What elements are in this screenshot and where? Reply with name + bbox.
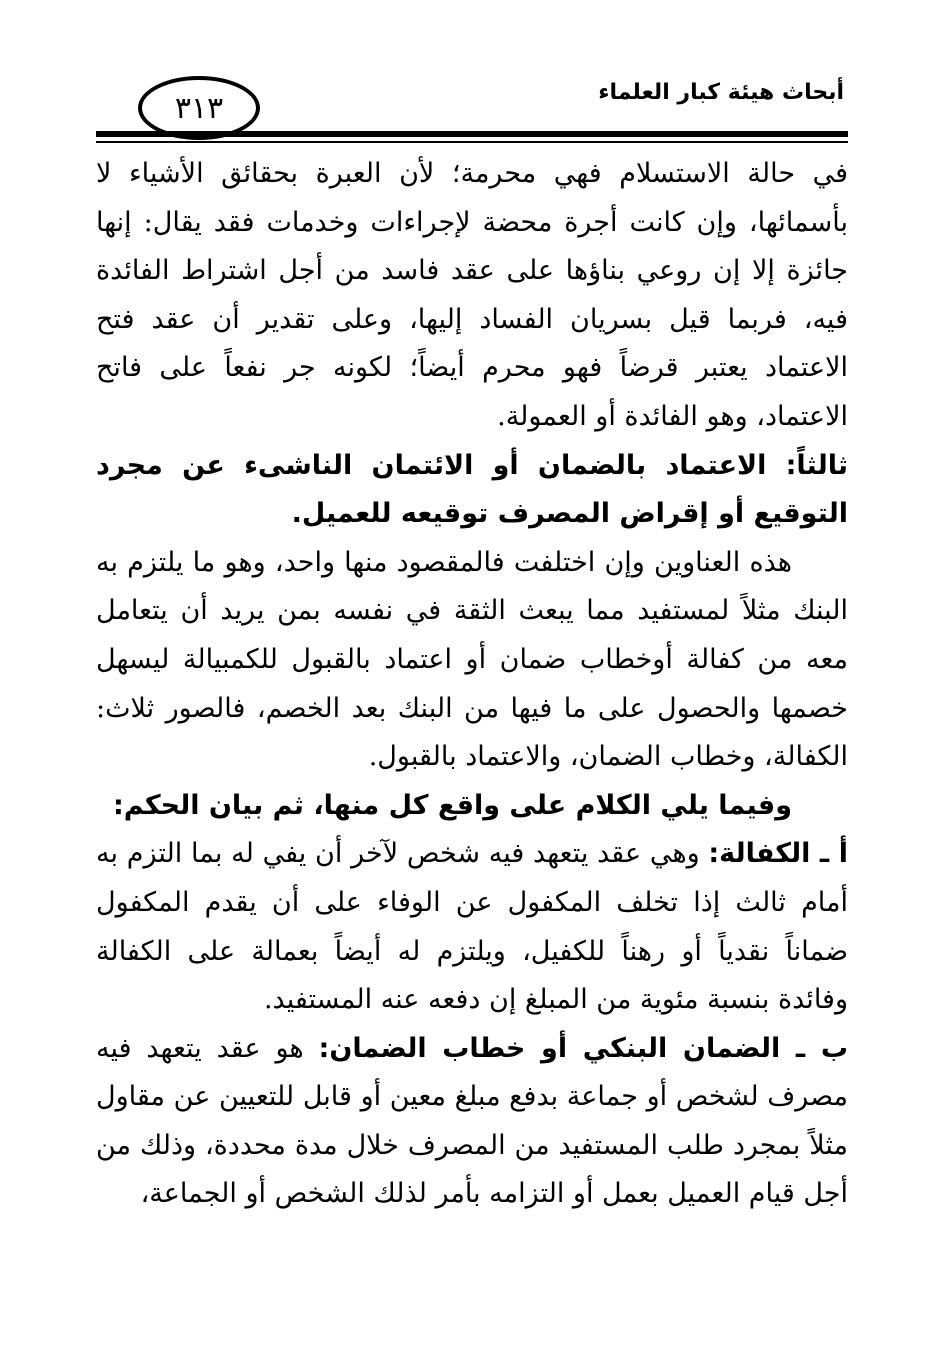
paragraph-3: هذه العناوين وإن اختلفت فالمقصود منها واحد، وهو ما يلتزم به البنك مثلاً لمستفيد مما يبعث الثقة في نفسه بمن يريد أن يتعامل معه من كفالة أوخطاب ضمان أو اعتماد بالقبول للكمبيالة ليسهل خصمها والحصول على ما فيها من البنك بعد الخصم، فالصور ثلاث: الكفالة، وخطاب الضمان، والاعتماد بالقبول. bbox=[96, 546, 848, 773]
bank-guarantee-label: ب ـ الضمان البنكي أو خطاب الضمان: bbox=[318, 1032, 848, 1064]
kafala-text: وهي عقد يتعهد فيه شخص لآخر أن يفي له بما التزم به أمام ثالث إذا تخلف المكفول عن الوفاء على أن يقدم المكفول ضماناً نقدياً أو رهناً للكفيل، ويلتزم له أيضاً بعمالة على الكفالة وفائدة بنسبة مئوية من المبلغ إن دفعه عنه المستفيد. bbox=[96, 838, 848, 1016]
paragraph-5 bbox=[96, 830, 848, 1024]
section-heading-third: ثالثاً: الاعتماد بالضمان أو الائتمان الناشىء عن مجرد التوقيع أو إقراض المصرف توقيعه للعميل. bbox=[96, 449, 848, 530]
header-rule-thin bbox=[96, 141, 848, 143]
kafala-label: أ ـ الكفالة: bbox=[708, 838, 848, 870]
header-rule-thick bbox=[96, 131, 848, 137]
paragraph-4-intro: وفيما يلي الكلام على واقع كل منها، ثم بيان الحكم: bbox=[112, 789, 792, 821]
running-header-title: أبحاث هيئة كبار العلماء bbox=[598, 80, 844, 105]
paragraph-6 bbox=[96, 1025, 848, 1219]
body-text bbox=[96, 150, 848, 1219]
bank-guarantee-text: هو عقد يتعهد فيه مصرف لشخص أو جماعة بدفع مبلغ معين أو قابل للتعيين عن مقاول مثلاً بمجرد طلب المستفيد من المصرف خلال مدة محددة، وذلك من أجل قيام العميل بعمل أو التزامه بأمر لذلك الشخص أو الجماعة، bbox=[96, 1032, 848, 1210]
page-number-text: ٣١٣ bbox=[174, 90, 224, 126]
paragraph-1: في حالة الاستسلام فهي محرمة؛ لأن العبرة بحقائق الأشياء لا بأسمائها، وإن كانت أجرة محضة لإجراءات وخدمات فقد يقال: إنها جائزة إلا إن روعي بناؤها على عقد فاسد من أجل اشتراط الفائدة فيه، فربما قيل بسريان الفساد إليها، وعلى تقدير أن عقد فتح الاعتماد يعتبر قرضاً فهو محرم أيضاً؛ لكونه جر نفعاً على فاتح الاعتماد، وهو الفائدة أو العمولة. bbox=[96, 158, 848, 432]
